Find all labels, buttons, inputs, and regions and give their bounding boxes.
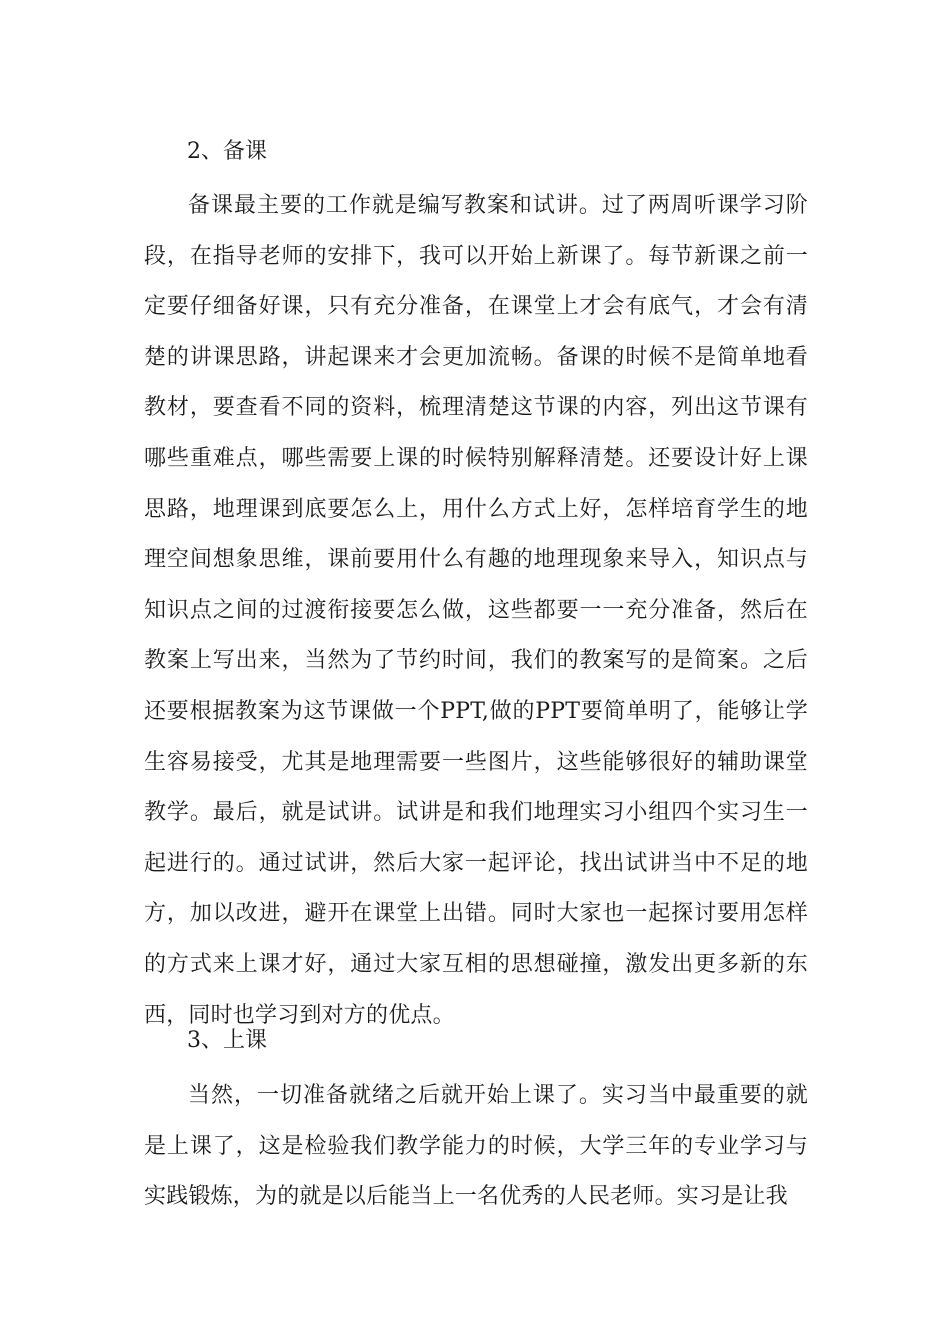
section-heading-teaching: 3、上课 [187,1028,267,1053]
section-paragraph-teaching: 当然，一切准备就绪之后就开始上课了。实习当中最重要的就是上课了，这是检验我们教学能力的时候，大学三年的专业学习与实践锻炼，为的就是以后能当上一名优秀的人民老师。实习是让我 [144,1083,808,1210]
section-paragraph-lesson-prep: 备课最主要的工作就是编写教案和试讲。过了两周听课学习阶段，在指导老师的安排下，我可以开始上新课了。每节新课之前一定要仔细备好课，只有充分准备，在课堂上才会有底气，才会有清楚的讲课思路，讲起课来才会更加流畅。备课的时候不是简单地看教材，要查看不同的资料，梳理清楚这节课的内容，列出这节课有哪些重难点，哪些需要上课的时候特别解释清楚。还要设计好上课思路，地理课到底要怎么上，用什么方式上好，怎样培育学生的地理空间想象思维，课前要用什么有趣的地理现象来导入，知识点与知识点之间的过渡衔接要怎么做，这些都要一一充分准备，然后在教案上写出来，当然为了节约时间，我们的教案写的是简案。之后还要根据教案为这节课做一个PPT,做的PPT要简单明了，能够让学生容易接受，尤其是地理需要一些图片，这些能够很好的辅助课堂教学。最后，就是试讲。试讲是和我们地理实习小组四个实习生一起进行的。通过试讲，然后大家一起评论，找出试讲当中不足的地方，加以改进，避开在课堂上出错。同时大家也一起探讨要用怎样的方式来上课才好，通过大家互相的思想碰撞，激发出更多新的东西，同时也学习到对方的优点。 [144,193,808,1028]
section-heading-lesson-prep: 2、备课 [187,139,267,164]
